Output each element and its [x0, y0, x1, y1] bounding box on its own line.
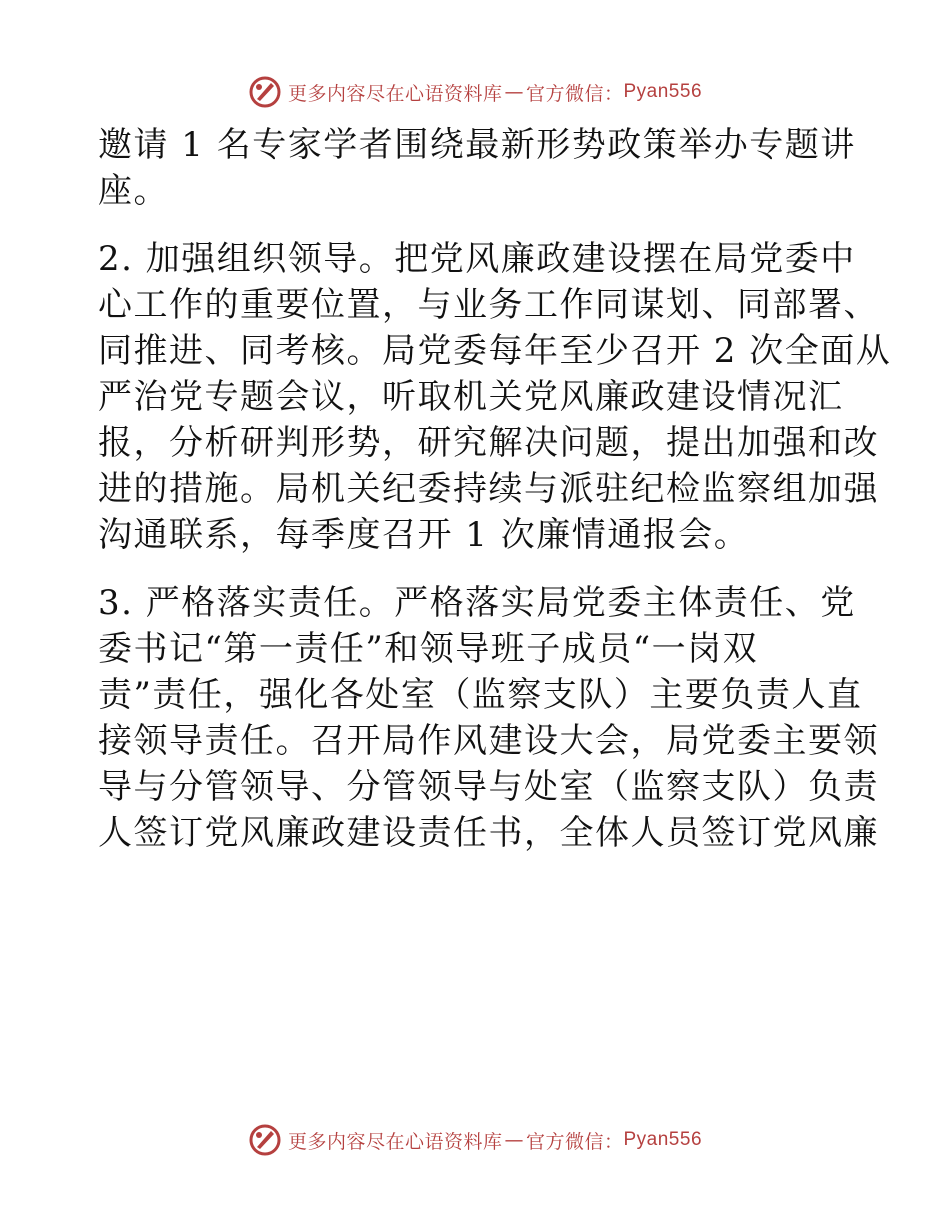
watermark-wechat-id: Pyan556	[623, 1129, 703, 1150]
paragraph-3	[98, 580, 879, 856]
footer-watermark	[0, 1118, 950, 1162]
document-body	[98, 122, 892, 878]
text-line: 邀请 1 名专家学者围绕最新形势政策举办专题讲	[98, 125, 856, 165]
logo-icon	[248, 1123, 282, 1157]
watermark-wechat-label: 官方微信：	[525, 1130, 624, 1153]
text-line: 2. 加强组织领导。把党风廉政建设摆在局党委中	[98, 239, 856, 279]
watermark-text: 更多内容尽在心语资料库	[287, 82, 503, 105]
watermark-separator: —	[504, 81, 524, 103]
logo-icon	[248, 75, 282, 109]
watermark-wechat-id: Pyan556	[623, 81, 703, 102]
text-line: 责”责任，强化各处室（监察支队）主要负责人直	[98, 675, 863, 715]
text-line: 接领导责任。召开局作风建设大会，局党委主要领	[98, 721, 879, 761]
text-line: 心工作的重要位置，与业务工作同谋划、同部署、	[98, 285, 879, 325]
text-line: 严治党专题会议，听取机关党风廉政建设情况汇	[98, 377, 844, 417]
paragraph-1	[98, 122, 858, 214]
text-line: 进的措施。局机关纪委持续与派驻纪检监察组加强	[98, 469, 879, 509]
text-line: 3. 严格落实责任。严格落实局党委主体责任、党	[98, 583, 856, 623]
text-line: 人签订党风廉政建设责任书，全体人员签订党风廉	[98, 813, 879, 853]
text-line: 座。	[98, 171, 169, 211]
watermark-wechat-label: 官方微信：	[525, 82, 624, 105]
header-watermark	[0, 70, 950, 114]
text-line: 委书记“第一责任”和领导班子成员“一岗双	[98, 629, 759, 669]
paragraph-2	[98, 236, 892, 558]
watermark-text: 更多内容尽在心语资料库	[287, 1130, 503, 1153]
text-line: 沟通联系，每季度召开 1 次廉情通报会。	[98, 515, 750, 555]
text-line: 同推进、同考核。局党委每年至少召开 2 次全面从	[98, 331, 892, 371]
text-line: 导与分管领导、分管领导与处室（监察支队）负责	[98, 767, 879, 807]
text-line: 报，分析研判形势，研究解决问题，提出加强和改	[98, 423, 879, 463]
watermark-separator: —	[504, 1129, 524, 1151]
